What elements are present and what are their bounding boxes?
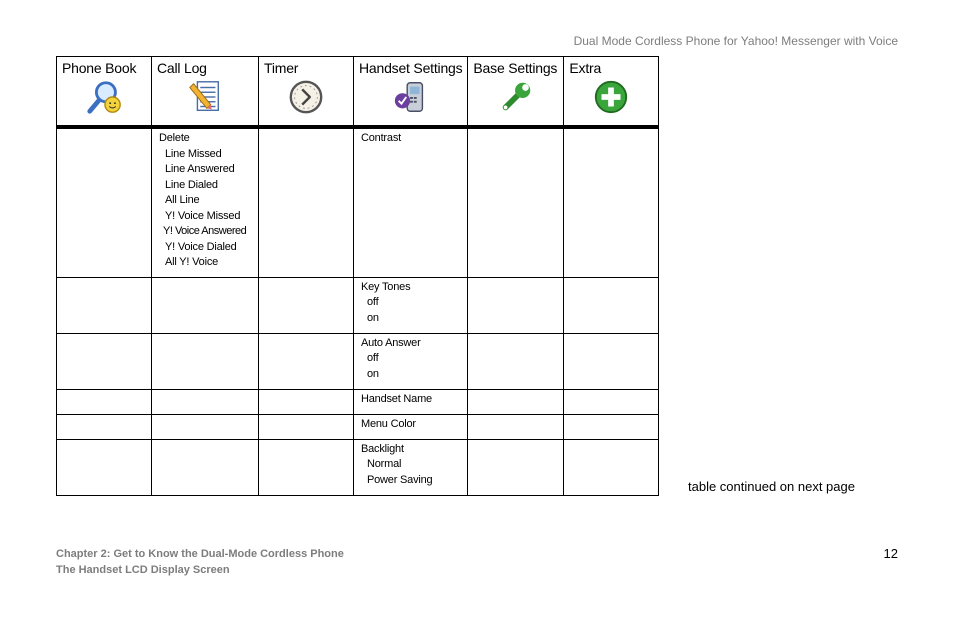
menu-option: Line Dialed [165, 178, 218, 191]
table-cell [564, 414, 659, 439]
column-header-base-settings [468, 57, 564, 128]
table-cell [259, 414, 354, 439]
running-header: Dual Mode Cordless Phone for Yahoo! Messenger with Voice [573, 34, 898, 48]
table-cell [57, 333, 152, 389]
page-footer [56, 546, 344, 578]
table-cell [57, 439, 152, 495]
page-number: 12 [883, 546, 898, 561]
menu-option: Y! Voice Missed [165, 209, 241, 222]
handset-name-menu [354, 390, 467, 408]
menu-option: off [367, 352, 379, 364]
menu-title: Backlight [361, 442, 404, 455]
handset-menu-color-menu [354, 415, 467, 433]
table-row [57, 277, 659, 333]
table-cell [57, 127, 152, 277]
column-label: Call Log [157, 60, 207, 76]
table-cell [354, 333, 468, 389]
column-header-phone-book [57, 57, 152, 128]
table-cell [152, 439, 259, 495]
table-row [57, 127, 659, 277]
table-cell [564, 333, 659, 389]
continuation-note: table continued on next page [688, 479, 855, 494]
call-log-pencil-icon [152, 76, 258, 121]
handset-key-tones-menu [354, 278, 467, 327]
table-cell [354, 414, 468, 439]
menu-title: Contrast [361, 132, 401, 144]
menu-option: All Y! Voice [165, 256, 219, 268]
footer-chapter: Chapter 2: Get to Know the Dual-Mode Cordless Phone [56, 548, 344, 560]
menu-title: Handset Name [361, 392, 432, 405]
table-cell [564, 127, 659, 277]
menu-option: Y! Voice Dialed [165, 240, 237, 253]
column-label: Extra [569, 60, 602, 76]
handset-contrast-menu [354, 129, 467, 147]
table-cell [468, 127, 564, 277]
column-header-handset-settings [354, 57, 468, 128]
table-cell [259, 439, 354, 495]
table-row [57, 414, 659, 439]
menu-option: on [367, 311, 379, 324]
table-cell [468, 277, 564, 333]
handset-backlight-menu [354, 440, 467, 489]
table-row [57, 333, 659, 389]
table-cell [259, 277, 354, 333]
menu-option: Y! Voice Answered [163, 225, 247, 237]
table-cell [564, 277, 659, 333]
table-cell [152, 414, 259, 439]
table-cell [354, 127, 468, 277]
table-cell [468, 333, 564, 389]
table-cell [564, 389, 659, 414]
menu-option: on [367, 367, 379, 380]
menu-option: Normal [367, 458, 402, 470]
call-log-delete-menu [152, 129, 258, 271]
column-header-extra [564, 57, 659, 128]
table-cell [152, 127, 259, 277]
handset-auto-answer-menu [354, 334, 467, 383]
column-label: Phone Book [62, 60, 137, 76]
table-cell [259, 333, 354, 389]
table-cell [564, 439, 659, 495]
table-header-row [57, 57, 659, 128]
table-cell [259, 389, 354, 414]
table-row [57, 439, 659, 495]
column-label: Timer [264, 60, 299, 76]
table-cell [468, 414, 564, 439]
menu-title: Menu Color [361, 417, 416, 430]
table-cell [259, 127, 354, 277]
plus-circle-icon [564, 76, 658, 121]
menu-structure-table [56, 56, 659, 496]
table-cell [152, 277, 259, 333]
menu-option: Line Missed [165, 147, 222, 160]
table-cell [57, 414, 152, 439]
column-header-call-log [152, 57, 259, 128]
menu-option: off [367, 296, 379, 308]
timer-clock-icon [259, 76, 353, 121]
table-cell [152, 333, 259, 389]
table-cell [354, 277, 468, 333]
menu-option: Power Saving [367, 473, 433, 486]
table-cell [57, 277, 152, 333]
table-cell [152, 389, 259, 414]
wrench-icon [468, 76, 563, 121]
handset-settings-icon [354, 76, 467, 121]
table-cell [354, 389, 468, 414]
menu-title: Auto Answer [361, 336, 421, 349]
footer-section: The Handset LCD Display Screen [56, 564, 230, 576]
menu-title: Key Tones [361, 280, 411, 293]
table-cell [354, 439, 468, 495]
column-label: Handset Settings [359, 60, 463, 76]
column-header-timer [259, 57, 354, 128]
menu-title: Delete [159, 132, 190, 144]
menu-option: Line Answered [165, 163, 235, 175]
table-cell [468, 439, 564, 495]
menu-option: All Line [165, 194, 200, 206]
table-cell [57, 389, 152, 414]
table-row [57, 389, 659, 414]
phonebook-search-icon [57, 76, 151, 121]
table-cell [468, 389, 564, 414]
column-label: Base Settings [473, 60, 558, 76]
